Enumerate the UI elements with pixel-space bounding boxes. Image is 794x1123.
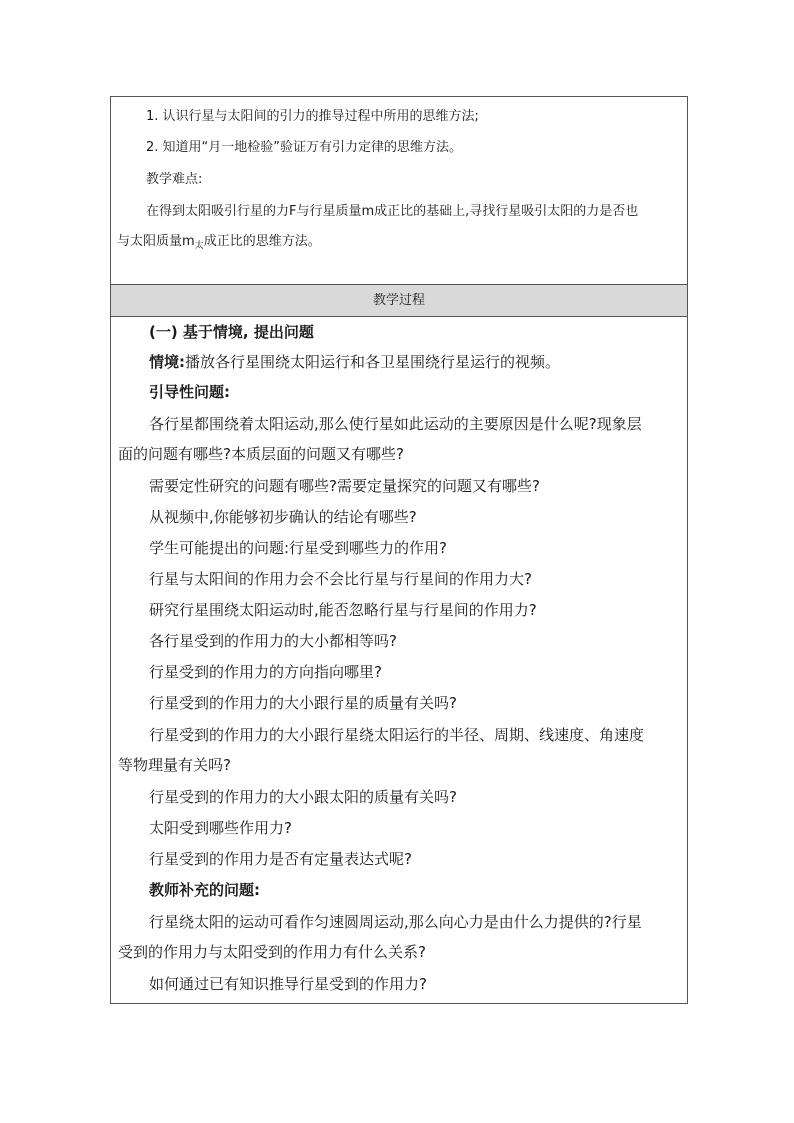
question-2: 需要定性研究的问题有哪些?需要定量探究的问题又有哪些? <box>149 477 540 495</box>
question-6: 研究行星围绕太阳运动时,能否忽略行星与行星间的作用力? <box>149 601 537 619</box>
process-heading: (一) 基于情境, 提出问题 <box>149 323 314 341</box>
question-12: 太阳受到哪些作用力? <box>149 819 292 837</box>
question-1-line-2: 面的问题有哪些?本质层面的问题又有哪些? <box>118 445 404 463</box>
difficulty-subscript: 太 <box>194 241 204 251</box>
question-4: 学生可能提出的问题:行星受到哪些力的作用? <box>149 539 448 557</box>
question-10-line-1: 行星受到的作用力的大小跟行星绕太阳运行的半径、周期、线速度、角速度 <box>149 726 645 744</box>
teacher-heading: 教师补充的问题: <box>149 881 260 899</box>
guiding-heading: 引导性问题: <box>149 383 230 401</box>
situation-label: 情境: <box>149 353 185 371</box>
difficulty-text-a: 与太阳质量m <box>117 234 195 249</box>
teacher-question-2: 如何通过已有知识推导行星受到的作用力? <box>149 975 427 993</box>
question-1-line-1: 各行星都围绕着太阳运动,那么使行星如此运动的主要原因是什么呢?现象层 <box>149 415 642 433</box>
difficulty-heading: 教学难点: <box>146 172 203 187</box>
difficulty-line-2 <box>117 230 321 251</box>
situation-line <box>149 351 560 372</box>
teacher-question-1-line-2: 受到的作用力与太阳受到的作用力有什么关系? <box>118 943 426 961</box>
question-9: 行星受到的作用力的大小跟行星的质量有关吗? <box>149 694 457 712</box>
situation-text: 播放各行星围绕太阳运行和各卫星围绕行星运行的视频。 <box>185 353 561 371</box>
question-8: 行星受到的作用力的方向指向哪里? <box>149 663 382 681</box>
question-10-line-2: 等物理量有关吗? <box>118 756 231 774</box>
question-3: 从视频中,你能够初步确认的结论有哪些? <box>149 508 417 526</box>
section-header: 教学过程 <box>111 285 687 317</box>
lesson-table <box>110 96 688 1004</box>
question-7: 各行星受到的作用力的大小都相等吗? <box>149 632 397 650</box>
objective-item-1: 1. 认识行星与太阳间的引力的推导过程中所用的思维方法; <box>146 109 479 124</box>
teacher-question-1-line-1: 行星绕太阳的运动可看作匀速圆周运动,那么向心力是由什么力提供的?行星 <box>149 913 642 931</box>
objectives-cell <box>111 97 687 285</box>
question-11: 行星受到的作用力的大小跟太阳的质量有关吗? <box>149 788 457 806</box>
difficulty-line-1: 在得到太阳吸引行星的力F与行星质量m成正比的基础上,寻找行星吸引太阳的力是否也 <box>146 204 639 219</box>
question-13: 行星受到的作用力是否有定量表达式呢? <box>149 850 412 868</box>
objective-item-2: 2. 知道用“月一地检验”验证万有引力定律的思维方法。 <box>146 140 463 155</box>
question-5: 行星与太阳间的作用力会不会比行星与行星间的作用力大? <box>149 570 532 588</box>
process-cell <box>111 317 687 1003</box>
difficulty-text-b: 成正比的思维方法。 <box>203 234 321 249</box>
